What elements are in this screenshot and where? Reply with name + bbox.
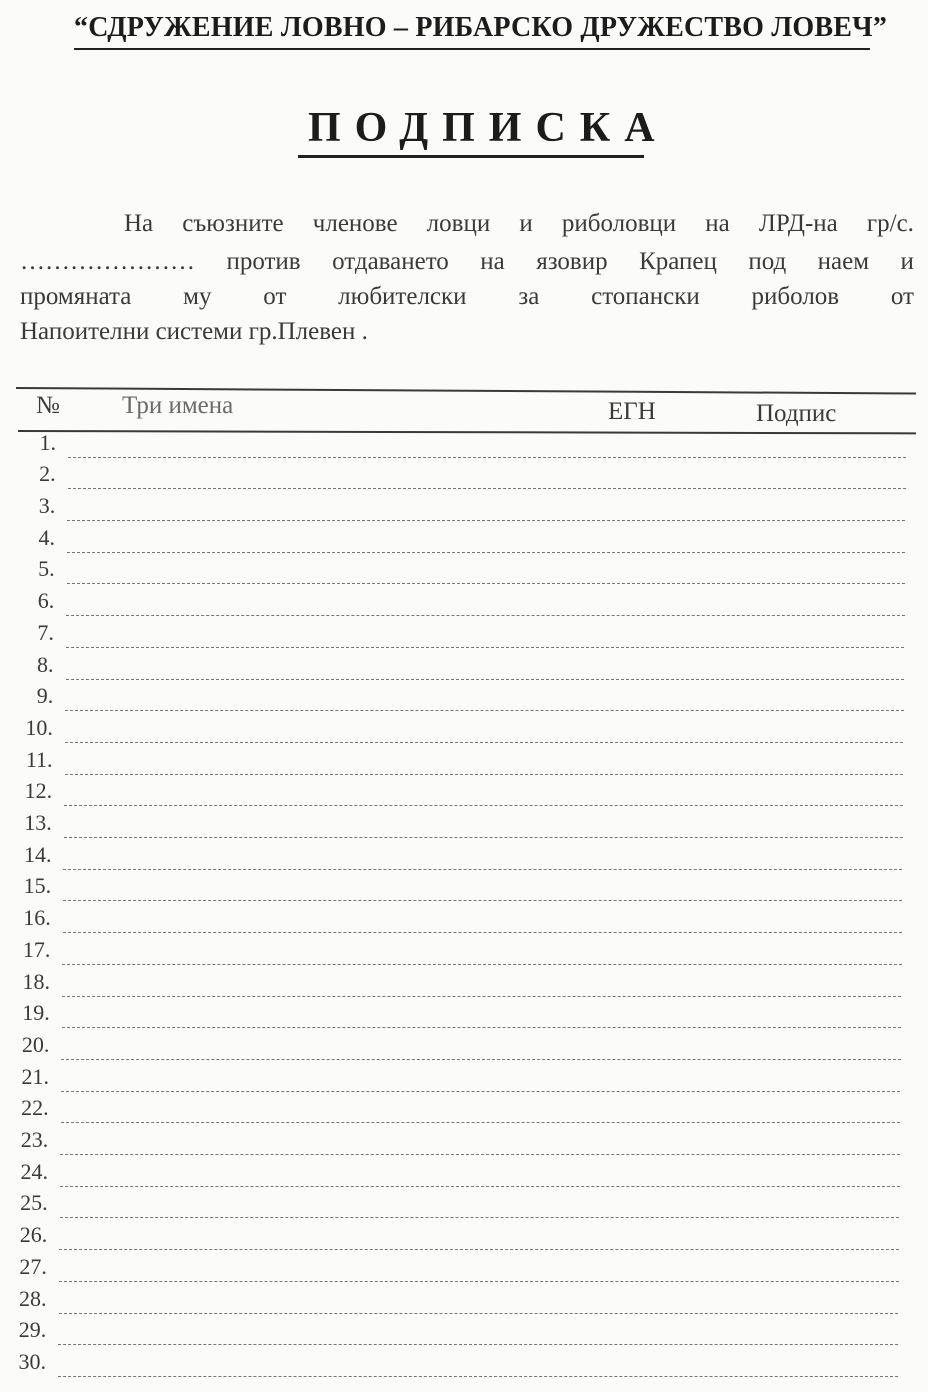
- row-number: 16.: [23, 905, 51, 931]
- row-fill-line[interactable]: [63, 869, 902, 870]
- row-fill-line[interactable]: [66, 679, 904, 680]
- row-number: 12.: [24, 778, 53, 804]
- row-number: 5.: [38, 556, 55, 582]
- column-header-signature: Подпис: [756, 400, 837, 427]
- town-blank: …………………: [20, 248, 195, 275]
- row-fill-line[interactable]: [67, 520, 905, 521]
- paragraph-word: съюзните: [182, 210, 284, 237]
- paragraph-line-1: [20, 210, 914, 238]
- signature-row[interactable]: [13, 684, 904, 716]
- row-fill-line[interactable]: [66, 615, 904, 616]
- row-fill-line[interactable]: [68, 457, 906, 458]
- paragraph-word: промяната: [20, 283, 132, 310]
- signature-row[interactable]: [10, 937, 901, 969]
- row-fill-line[interactable]: [63, 900, 902, 901]
- paragraph-word: от: [890, 283, 914, 310]
- row-number: 23.: [20, 1127, 49, 1153]
- paragraph-word: Крапец: [639, 248, 717, 275]
- signature-row[interactable]: [16, 430, 906, 462]
- column-header-egn: ЕГН: [608, 398, 656, 425]
- paragraph-word: любителски: [338, 283, 467, 310]
- row-fill-line[interactable]: [65, 774, 904, 775]
- row-number: 13.: [24, 810, 52, 836]
- row-number: 15.: [23, 873, 52, 899]
- paragraph-line-3: [20, 283, 914, 311]
- signature-row[interactable]: [14, 652, 904, 684]
- paragraph-line-2: [20, 248, 914, 276]
- signature-row[interactable]: [12, 810, 903, 842]
- signature-row[interactable]: [12, 779, 903, 811]
- organization-header: “СДРУЖЕНИЕ ЛОВНО – РИБАРСКО ДРУЖЕСТВО ЛОВЕЧ”: [74, 12, 888, 43]
- signature-row[interactable]: [11, 906, 902, 938]
- row-fill-line[interactable]: [67, 552, 905, 553]
- row-fill-line[interactable]: [66, 647, 904, 648]
- signature-row[interactable]: [15, 493, 905, 525]
- paragraph-word: под: [748, 248, 787, 275]
- row-fill-line[interactable]: [60, 1217, 900, 1218]
- signature-row[interactable]: [11, 842, 902, 874]
- row-number: 27.: [19, 1253, 47, 1279]
- row-number: 6.: [37, 588, 55, 614]
- paragraph-word: му: [183, 283, 212, 310]
- paragraph-word: стопански: [591, 283, 700, 310]
- signature-row[interactable]: [8, 1127, 900, 1159]
- column-header-number: №: [36, 392, 60, 419]
- header-underline: [74, 48, 870, 50]
- paragraph-word: и: [900, 248, 914, 275]
- paragraph-word: на: [480, 248, 505, 275]
- signature-row[interactable]: [10, 969, 901, 1001]
- column-header-names: Три имена: [122, 392, 234, 419]
- row-fill-line[interactable]: [58, 1344, 898, 1345]
- paragraph-word: против: [226, 248, 301, 275]
- paragraph-word: ЛРД-на: [758, 210, 838, 237]
- paragraph-word: членове: [312, 210, 398, 237]
- row-fill-line[interactable]: [61, 1091, 900, 1092]
- document-title: ПОДПИСКА: [308, 105, 669, 151]
- paragraph-word: гр/с.: [866, 210, 914, 237]
- row-number: 8.: [37, 651, 54, 677]
- paragraph-word: риболовци: [561, 210, 677, 237]
- row-fill-line[interactable]: [65, 710, 904, 711]
- signature-row[interactable]: [9, 1096, 900, 1128]
- signature-row[interactable]: [6, 1318, 898, 1350]
- row-number: 24.: [20, 1158, 48, 1184]
- row-number: 30.: [18, 1348, 46, 1374]
- signature-row[interactable]: [9, 1032, 900, 1064]
- row-fill-line[interactable]: [63, 932, 902, 933]
- paragraph-word: риболов: [751, 283, 840, 310]
- row-fill-line[interactable]: [59, 1249, 899, 1250]
- row-fill-line[interactable]: [61, 1122, 900, 1123]
- paragraph-word: язовир: [536, 248, 608, 275]
- signature-row[interactable]: [13, 715, 904, 747]
- row-fill-line[interactable]: [60, 1154, 900, 1155]
- row-fill-line[interactable]: [64, 837, 903, 838]
- row-fill-line[interactable]: [65, 742, 904, 743]
- paragraph-line-4: Напоителни системи гр.Плевен .: [20, 318, 368, 345]
- row-fill-line[interactable]: [68, 488, 906, 489]
- signature-row[interactable]: [15, 525, 905, 557]
- row-number: 14.: [23, 841, 52, 867]
- row-number: 9.: [36, 683, 54, 709]
- row-number: 18.: [22, 968, 51, 994]
- paragraph-word: на: [705, 210, 730, 237]
- row-number: 19.: [22, 1000, 50, 1026]
- row-fill-line[interactable]: [67, 583, 905, 584]
- signature-row[interactable]: [15, 557, 905, 589]
- row-fill-line[interactable]: [59, 1313, 899, 1314]
- signature-row[interactable]: [8, 1191, 900, 1223]
- row-number: 1.: [39, 429, 56, 455]
- paragraph-word: отдаването: [332, 248, 449, 275]
- row-number: 20.: [21, 1031, 50, 1057]
- paragraph-word: На: [124, 210, 154, 237]
- signature-row[interactable]: [9, 1064, 900, 1096]
- row-number: 10.: [25, 714, 53, 740]
- signature-row[interactable]: [10, 1001, 901, 1033]
- row-number: 29.: [18, 1317, 47, 1343]
- row-fill-line[interactable]: [62, 964, 901, 965]
- paragraph-word: за: [518, 283, 540, 310]
- signature-row[interactable]: [8, 1159, 900, 1191]
- row-number: 28.: [19, 1285, 47, 1311]
- paragraph-word: и: [519, 210, 533, 237]
- row-fill-line[interactable]: [62, 1027, 901, 1028]
- row-fill-line[interactable]: [64, 805, 903, 806]
- row-number: 17.: [22, 936, 51, 962]
- paragraph-word: ловци: [426, 210, 491, 237]
- signature-row[interactable]: [14, 589, 904, 621]
- signature-row[interactable]: [14, 620, 904, 652]
- row-fill-line[interactable]: [59, 1281, 899, 1282]
- row-fill-line[interactable]: [58, 1376, 898, 1377]
- row-number: 26.: [19, 1222, 48, 1248]
- signature-row[interactable]: [7, 1254, 899, 1286]
- row-number: 7.: [37, 619, 54, 645]
- row-number: 25.: [20, 1190, 48, 1216]
- row-number: 11.: [25, 746, 53, 772]
- signature-row[interactable]: [13, 747, 904, 779]
- row-fill-line[interactable]: [62, 996, 901, 997]
- paragraph-word: наем: [817, 248, 870, 275]
- signature-row[interactable]: [7, 1286, 899, 1318]
- signature-row[interactable]: [11, 874, 902, 906]
- row-number: 22.: [21, 1095, 49, 1121]
- row-number: 2.: [39, 461, 56, 487]
- row-number: 3.: [38, 493, 56, 519]
- row-fill-line[interactable]: [60, 1186, 900, 1187]
- row-number: 21.: [21, 1063, 49, 1089]
- signature-row[interactable]: [7, 1223, 899, 1255]
- row-number: 4.: [38, 524, 55, 550]
- signature-row[interactable]: [6, 1349, 898, 1381]
- signature-row[interactable]: [16, 462, 906, 494]
- title-underline: [298, 155, 644, 158]
- row-fill-line[interactable]: [61, 1059, 900, 1060]
- paragraph-word: от: [263, 283, 287, 310]
